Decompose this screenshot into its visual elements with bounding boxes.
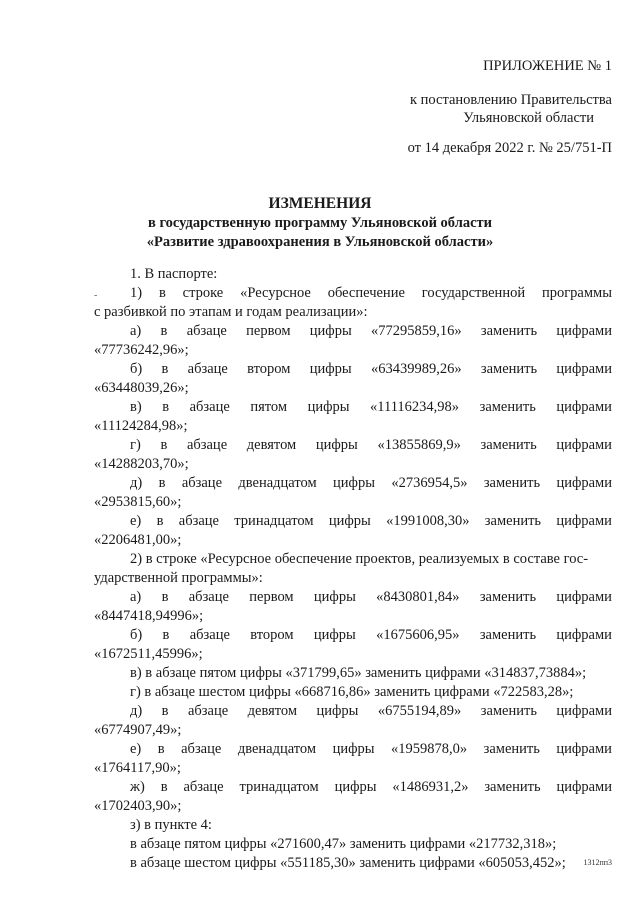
word: цифры [332,740,375,757]
scan-mark: - [94,290,98,301]
word: «1675606,95» [376,626,460,643]
resolution-date: от 14 декабря 2022 г. № 25/751-П [407,140,612,156]
word: цифры [307,398,350,415]
text-line: г) в абзаце шестом цифры «668716,86» заменить цифрами «722583,28»; [130,683,574,700]
word: цифры [328,512,371,529]
text-line [94,285,612,302]
word: абзаце [183,778,224,795]
word: «6755194,89» [377,702,462,719]
word: обеспечение [327,284,405,301]
text-line: с разбивкой по этапам и годам реализации»: [94,303,368,320]
word: абзаце [187,702,229,719]
word: ж) [130,778,145,795]
text-line [94,741,612,758]
text-line: в абзаце пятом цифры «271600,47» заменить цифрами «217732,318»; [130,835,557,852]
text-line: 1. В паспорте: [130,266,218,282]
word: девятом [246,436,297,453]
word: д) [130,702,143,719]
text-line: з) в пункте 4: [130,816,212,833]
text-line [94,361,612,378]
text-line [94,513,612,530]
word: двенадцатом [237,740,317,757]
word: «1991008,30» [386,512,470,529]
word: цифры [309,322,352,339]
text-line: «1702403,90»; [94,797,182,814]
word: цифрами [556,778,612,795]
word: государственной [421,284,526,301]
word: в [160,436,168,453]
word: цифрами [556,588,612,605]
word: абзаце [189,626,230,643]
word: цифры [316,702,359,719]
word: а) [130,322,142,339]
word: пятом [250,398,288,415]
word: абзаце [189,398,230,415]
word: цифрами [556,474,612,491]
text-line: «1764117,90»; [94,759,181,776]
word: в [162,626,170,643]
word: абзаце [181,474,223,491]
word: в [161,702,169,719]
text-line: 2) в строке «Ресурсное обеспечение проектов, реализуемых в составе гос- [130,550,589,567]
word: заменить [479,626,537,643]
text-line: «8447418,94996»; [94,607,204,624]
word: тринадцатом [234,512,314,529]
word: заменить [484,778,541,795]
document-title: ИЗМЕНЕНИЯ [268,195,372,212]
document-subtitle-2: «Развитие здравоохранения в Ульяновской области» [146,234,494,250]
text-line [94,779,612,796]
word: «11116234,98» [370,398,460,415]
word: в [158,474,166,491]
text-line [94,323,612,340]
word: заменить [483,740,540,757]
word: заменить [480,360,538,377]
word: в [158,284,166,301]
text-line: «63448039,26»; [94,379,189,396]
word: «77295859,16» [370,322,462,339]
word: первом [246,322,291,339]
word: цифрами [556,436,612,453]
word: «2736954,5» [391,474,468,491]
text-line: «11124284,98»; [94,417,188,434]
text-line [94,703,612,720]
word: девятом [247,702,298,719]
document-body [94,266,612,872]
word: в [157,740,165,757]
text-line: «1672511,45996»; [94,645,203,662]
text-line: «14288203,70»; [94,455,189,472]
text-line: ударственной программы»: [94,569,263,586]
text-line: «2953815,60»; [94,493,182,510]
word: цифрами [556,740,612,757]
word: заменить [480,436,537,453]
word: абзаце [187,360,228,377]
word: «1486931,2» [392,778,469,795]
word: цифрами [556,702,612,719]
word: абзаце [186,436,228,453]
word: д) [130,474,143,491]
word: цифрами [556,398,612,415]
text-line [94,627,612,644]
text-line [94,437,612,454]
reference-line-2: Ульяновской области [463,110,594,126]
word: заменить [484,512,542,529]
reference-line-1: к постановлению Правительства [410,92,612,108]
word: в) [130,398,142,415]
word: е) [130,512,142,529]
word: цифры [313,626,356,643]
word: «8430801,84» [376,588,460,605]
word: абзаце [186,322,227,339]
text-line: в) в абзаце пятом цифры «371799,65» заменить цифрами «314837,73884»; [130,664,587,681]
word: цифрами [556,512,612,529]
word: строке [182,284,224,301]
word: абзаце [188,588,229,605]
word: цифрами [556,360,612,377]
word: в [162,398,170,415]
word: цифры [315,436,358,453]
text-line: «77736242,96»; [94,341,189,358]
word: «Ресурсное [240,284,311,301]
word: «63439989,26» [370,360,462,377]
word: в [160,322,168,339]
word: заменить [483,474,541,491]
text-line [94,399,612,416]
word: абзаце [181,740,222,757]
word: «1959878,0» [391,740,468,757]
word: заменить [480,322,538,339]
text-line: в абзаце шестом цифры «551185,30» заменить цифрами «605053,452»; [130,854,566,871]
word: двенадцатом [238,474,317,491]
word: заменить [479,588,537,605]
word: 1) [130,284,143,301]
word: а) [130,588,142,605]
word: в [156,512,164,529]
word: б) [130,626,143,643]
word: в [160,778,168,795]
word: заменить [480,702,537,719]
word: программы [541,284,612,301]
word: цифрами [556,626,612,643]
word: е) [130,740,142,757]
text-line [94,589,612,606]
word: заменить [479,398,536,415]
word: цифры [333,474,375,491]
text-line: «2206481,00»; [94,531,182,548]
word: цифры [309,360,352,377]
word: цифрами [556,322,612,339]
word: цифры [334,778,377,795]
word: втором [247,360,291,377]
text-line [94,475,612,492]
word: абзаце [178,512,219,529]
text-line: «6774907,49»; [94,721,182,738]
word: б) [130,360,143,377]
word: первом [249,588,294,605]
document-subtitle-1: в государственную программу Ульяновской области [147,215,492,231]
appendix-number: ПРИЛОЖЕНИЕ № 1 [483,58,612,74]
word: втором [250,626,294,643]
word: в [161,360,169,377]
word: «13855869,9» [377,436,461,453]
page-code: 1312пп3 [583,858,612,867]
word: г) [130,436,141,453]
word: цифры [313,588,356,605]
word: в [161,588,169,605]
word: тринадцатом [239,778,319,795]
